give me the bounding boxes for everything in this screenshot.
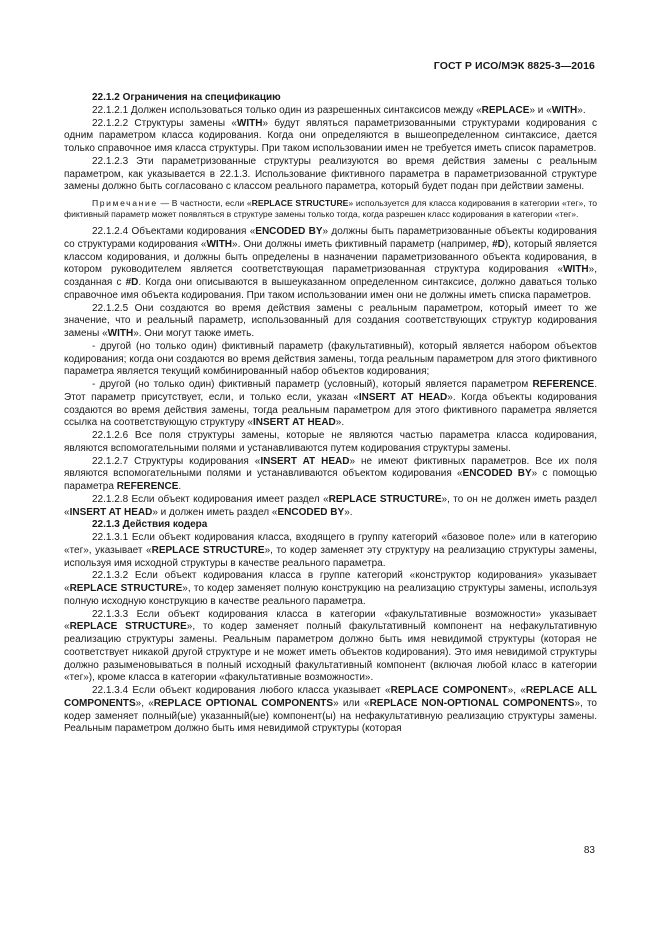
body-paragraph: 22.1.3.1 Если объект кодирования класса, входящего в группу категорий «базовое поле» или в категорию «тег», указывает «REPLACE STRUCTURE», то кодер заменяет эту структуру на реализацию структуры замены, используя имя исходной структуры в качестве реального параметра. (64, 532, 597, 569)
body-paragraph: 22.1.2.7 Структуры кодирования «INSERT AT HEAD» не имеют фиктивных параметров. Все их поля являются вспомогательными полями и устанавливаются объектом кодирования «ENCODED BY» с помощью параметра REFERENCE. (64, 455, 597, 492)
body-paragraph: - другой (но только один) фиктивный параметр (условный), который является параметром REFERENCE. Этот параметр присутствует, если, и только если, указан «INSERT AT HEAD». Когда объекты кодирования создаются во время действия замены, тогда реальным параметром для этого фиктивного параметра является ссылка на соответствующую структуру «INSERT AT HEAD». (64, 379, 597, 429)
body-paragraph: 22.1.3.3 Если объект кодирования класса в категории «факультативные возможности» указывает «REPLACE STRUCTURE», то кодер заменяет полный факультативный компонент на нефакультативную реализацию структуры замены. Реальным параметром должно быть имя невидимой структуры (которая не соответствует никакой другой структуре и не может иметь объектов кодирования). Это имя невидимой структуры должно разыменовываться в полный исходный факультативный компонент (включая любой класс в категории «тег»), кроме класса в категории «факультативные возможности». (64, 608, 598, 684)
section-heading: 22.1.3 Действия кодера (92, 519, 208, 531)
body-paragraph: 22.1.2.4 Объектами кодирования «ENCODED BY» должны быть параметризованные объекты кодирования со структурами кодирования «WITH». Они должны иметь фиктивный параметр (например, #D), который является классом кодирования, и должны быть определены в назначении параметризованного объекта кодирования, в котором руководителем является соответствующая параметризованная структура кодирования «WITH», созданная с #D. Когда они описываются в вышеуказанном определенном синтаксисе, должно даваться только справочное имя объекта кодирования. При таком использовании имен они не должны иметь списка параметров. (64, 226, 597, 301)
section-heading: 22.1.2 Ограничения на спецификацию (92, 92, 281, 103)
body-paragraph: 22.1.3.4 Если объект кодирования любого класса указывает «REPLACE COMPONENT», «REPLACE ALL COMPONENTS», «REPLACE OPTIONAL COMPONENTS» или «REPLACE NON-OPTIONAL COMPONENTS», то кодер заменяет полный(ые) указанный(ые) компонент(ы) на нефакультативную реализацию структуры замены. Реальным параметром должно быть имя невидимой структуры (которая (64, 685, 597, 735)
document-body (64, 92, 597, 736)
note-paragraph: Примечание — В частности, если «REPLACE STRUCTURE» используется для класса кодирования в категории «тег», то фиктивный параметр может появляться в структуре замены только тогда, когда разрешен класс кодирования в категории «тег». (64, 198, 597, 219)
page-number: 83 (583, 845, 595, 856)
body-paragraph: 22.1.2.8 Если объект кодирования имеет раздел «REPLACE STRUCTURE», то он не должен иметь раздел «INSERT AT HEAD» и должен иметь раздел «ENCODED BY». (64, 493, 597, 518)
body-paragraph: 22.1.2.2 Структуры замены «WITH» будут являться параметризованными структурами кодирования с одним параметром класса кодирования. Когда они определяются в вышеопределенном синтаксисе, дается только справочное имя класса структуры. При таком использовании имен не требуется иметь список параметров. (64, 117, 597, 154)
body-paragraph: 22.1.2.6 Все поля структуры замены, которые не являются частью параметра класса кодирования, являются вспомогательными полями и устанавливаются путем кодирования структуры замены. (64, 430, 597, 454)
body-paragraph: 22.1.2.3 Эти параметризованные структуры реализуются во время действия замены с реальным параметром, как указывается в 22.1.3. Использование фиктивного параметра в параметризованной структуре замены должно быть согласовано с классом реального параметра, который будет подан при действии замены. (64, 155, 597, 193)
body-paragraph: - другой (но только один) фиктивный параметр (факультативный), который является набором объектов кодирования; когда они создаются во время действия замены, тогда реальным параметром для этого фиктивного параметра является текущий комбинированный набор объектов кодирования; (64, 340, 597, 378)
body-paragraph: 22.1.2.5 Они создаются во время действия замены с реальным параметром, который имеет то же значение, что и реальный параметр, использованный для создания соответствующих структур кодирования замены «WITH». Они могут также иметь. (64, 302, 597, 339)
body-paragraph: 22.1.3.2 Если объект кодирования класса в группе категорий «конструктор кодирования» указывает «REPLACE STRUCTURE», то кодер заменяет полную конструкцию на реализацию структуры замены, используя полную исходную конструкцию в качестве реального параметра. (64, 570, 597, 607)
body-paragraph: 22.1.2.1 Должен использоваться только один из разрешенных синтаксисов между «REPLACE» и «WITH». (92, 104, 586, 116)
document-header: ГОСТ Р ИСО/МЭК 8825-3—2016 (433, 60, 595, 72)
